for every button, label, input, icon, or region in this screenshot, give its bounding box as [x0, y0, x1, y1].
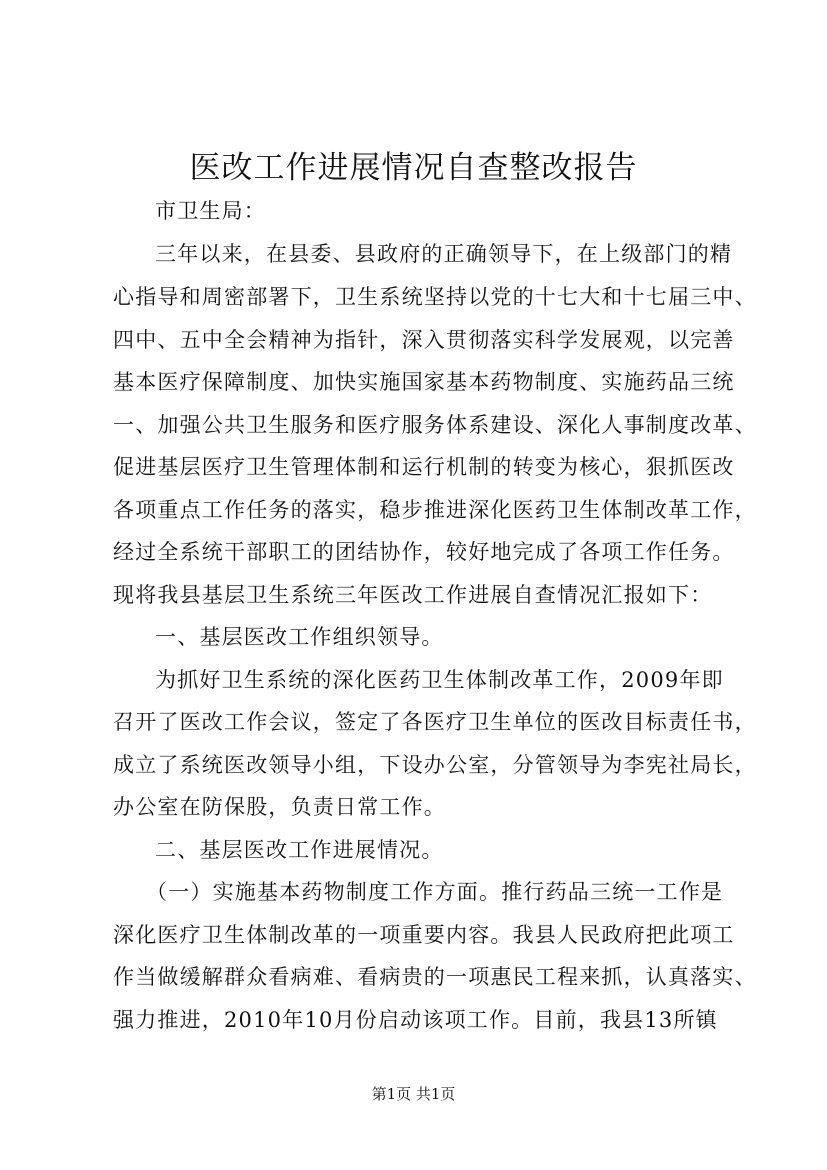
salutation: 市卫生局： — [155, 199, 266, 223]
body-line: 为抓好卫生系统的深化医药卫生体制改革工作，2009年即 — [155, 668, 724, 692]
body-line: 经过全系统干部职工的团结协作，较好地完成了各项工作任务。 — [113, 540, 735, 564]
body-line: 作当做缓解群众看病难、看病贵的一项惠民工程来抓，认真落实、 — [113, 965, 757, 989]
body-line: 成立了系统医改领导小组，下设办公室，分管领导为李宪社局长， — [113, 753, 757, 777]
body-line: 办公室在防保股，负责日常工作。 — [113, 795, 446, 819]
subsection-line: （一）实施基本药物制度工作方面。推行药品三统一工作是 — [146, 880, 724, 904]
body-line: 基本医疗保障制度、加快实施国家基本药物制度、实施药品三统 — [113, 370, 735, 394]
document-title: 医改工作进展情况自查整改报告 — [189, 150, 638, 186]
page-number-footer: 第1页 共1页 — [371, 1085, 456, 1103]
section-heading-2: 二、基层医改工作进展情况。 — [155, 838, 444, 862]
body-line: 深化医疗卫生体制改革的一项重要内容。我县人民政府把此项工 — [113, 923, 735, 947]
body-line: 促进基层医疗卫生管理体制和运行机制的转变为核心，狠抓医改 — [113, 455, 735, 479]
body-line: 现将我县基层卫生系统三年医改工作进展自查情况汇报如下： — [113, 583, 713, 607]
body-line: 召开了医改工作会议，签定了各医疗卫生单位的医改目标责任书， — [113, 710, 757, 734]
section-heading-1: 一、基层医改工作组织领导。 — [155, 625, 444, 649]
body-line: 各项重点工作任务的落实，稳步推进深化医药卫生体制改革工作， — [113, 498, 757, 522]
body-line: 强力推进，2010年10月份启动该项工作。目前，我县13所镇 — [113, 1008, 718, 1032]
body-line: 一、加强公共卫生服务和医疗服务体系建设、深化人事制度改革、 — [113, 413, 757, 437]
body-line: 四中、五中全会精神为指针，深入贯彻落实科学发展观，以完善 — [113, 328, 735, 352]
body-line: 三年以来，在县委、县政府的正确领导下，在上级部门的精 — [155, 242, 733, 266]
body-line: 心指导和周密部署下，卫生系统坚持以党的十七大和十七届三中、 — [113, 285, 757, 309]
